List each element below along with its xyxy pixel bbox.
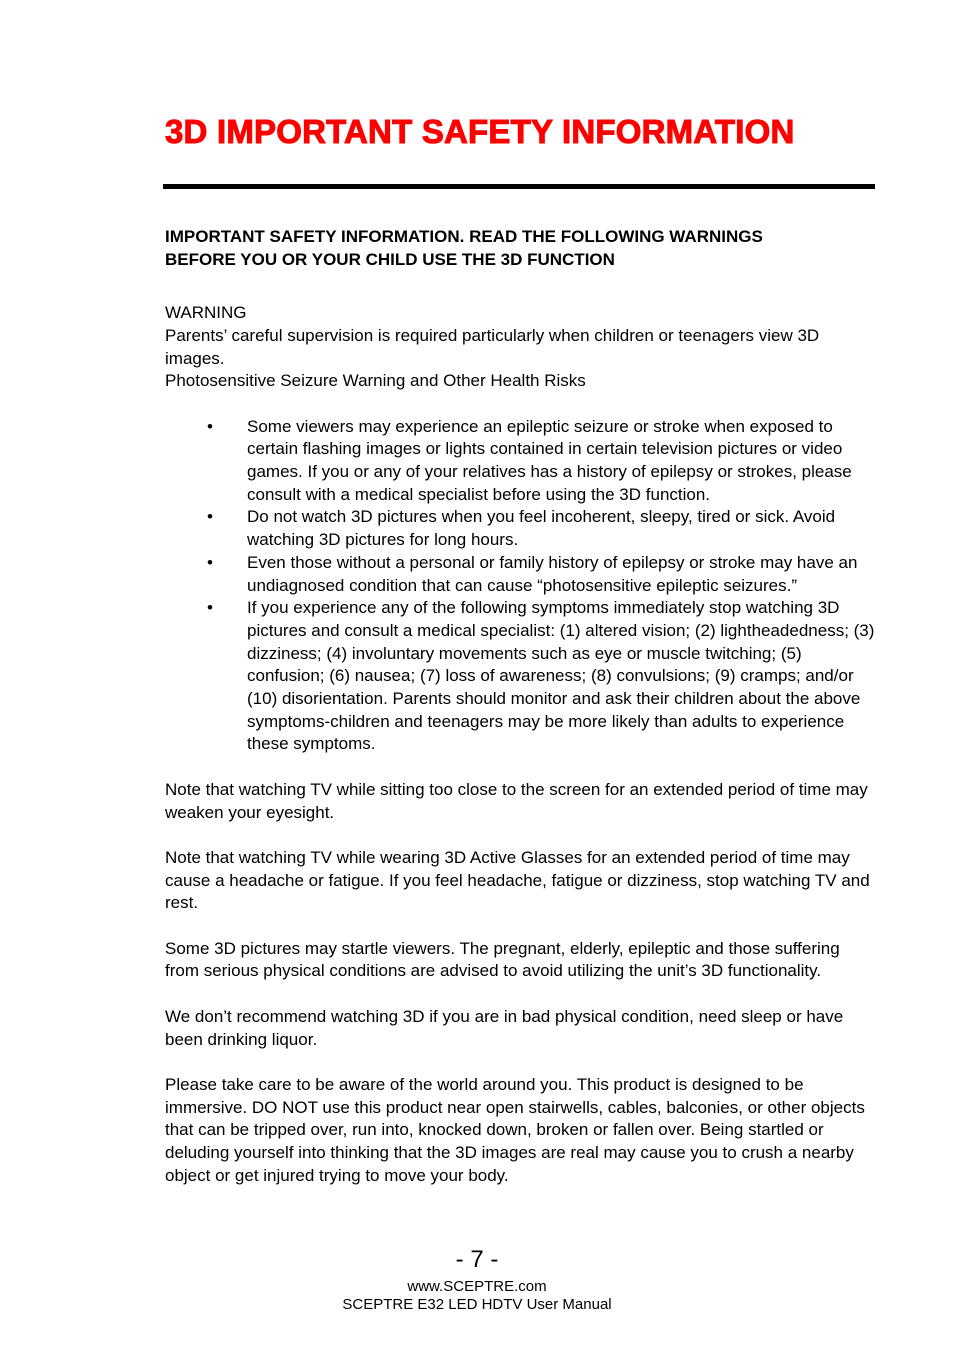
footer-manual-name: SCEPTRE E32 LED HDTV User Manual [342, 1296, 612, 1313]
title-divider [163, 184, 875, 189]
bullet-icon: • [207, 598, 213, 618]
startle-paragraph: Some 3D pictures may startle viewers. The pregnant, elderly, epileptic and those suffering from serious physical conditions are advised to avoid utilizing the unit’s 3D functionality. [165, 938, 840, 981]
document-body [165, 226, 875, 1187]
spacer [165, 1051, 875, 1074]
spacer [165, 915, 875, 938]
spacer [165, 393, 875, 416]
bullet-icon: • [207, 552, 213, 572]
spacer [165, 983, 875, 1006]
page-title: 3D IMPORTANT SAFETY INFORMATION [165, 113, 795, 150]
list-item-text: Do not watch 3D pictures when you feel incoherent, sleepy, tired or sick. Avoid watching 3D pictures for long hours. [247, 507, 836, 550]
list-item-text: If you experience any of the following symptoms immediately stop watching 3D pictures and consult a medical specialist: (1) altered vision; (2) lightheadedness; (3) dizziness; (4) involuntary movements such as eye or muscle twitching; (5) confusion; (6) nausea; (7) loss of awareness; (8) convulsions; (9) cramps; and/or (10) disorientation. Parents should monitor and ask their children about the above symptoms-children and teenagers may be more likely than adults to experience these symptoms. [247, 598, 875, 754]
condition-paragraph: We don’t recommend watching 3D if you are in bad physical condition, need sleep or have been drinking liquor. [165, 1006, 844, 1049]
seizure-subheading: Photosensitive Seizure Warning and Other Health Risks [165, 371, 586, 391]
safety-heading: IMPORTANT SAFETY INFORMATION. READ THE FOLLOWING WARNINGS BEFORE YOU OR YOUR CHILD USE THE 3D FUNCTION [165, 227, 763, 269]
page-number: - 7 - [455, 1246, 499, 1273]
bullet-icon: • [207, 507, 213, 527]
list-item [165, 416, 875, 507]
list-item-text: Some viewers may experience an epileptic seizure or stroke when exposed to certain flashing images or lights contained in certain television pictures or video games. If you or any of your relatives has a history of epilepsy or strokes, please consult with a medical specialist before using the 3D function. [247, 416, 852, 504]
spacer [165, 824, 875, 847]
surroundings-paragraph: Please take care to be aware of the world around you. This product is designed to be immersive. DO NOT use this product near open stairwells, cables, balconies, or other objects that can be tripped over, run into, knocked down, broken or fallen over. Being startled or deluding yourself into thinking that the 3D images are real may cause you to crush a nearby object or get injured trying to move your body. [165, 1074, 865, 1185]
list-item [165, 506, 875, 551]
health-risks-list [165, 416, 875, 757]
list-item-text: Even those without a personal or family history of epilepsy or stroke may have an undiagnosed condition that can cause “photosensitive epileptic seizures.” [247, 552, 858, 595]
intro-paragraph: Parents’ careful supervision is required particularly when children or teenagers view 3D images. [165, 325, 820, 368]
warning-label: WARNING [165, 303, 247, 323]
spacer [165, 756, 875, 779]
glasses-paragraph: Note that watching TV while wearing 3D Active Glasses for an extended period of time may cause a headache or fatigue. If you feel headache, fatigue or dizziness, stop watching TV and rest. [165, 847, 870, 913]
footer-website: www.SCEPTRE.com [407, 1278, 547, 1295]
bullet-icon: • [207, 416, 213, 436]
list-item [165, 552, 875, 597]
spacer [165, 294, 875, 302]
eyesight-paragraph: Note that watching TV while sitting too close to the screen for an extended period of time may weaken your eyesight. [165, 779, 868, 822]
list-item [165, 597, 875, 756]
spacer [165, 271, 875, 294]
